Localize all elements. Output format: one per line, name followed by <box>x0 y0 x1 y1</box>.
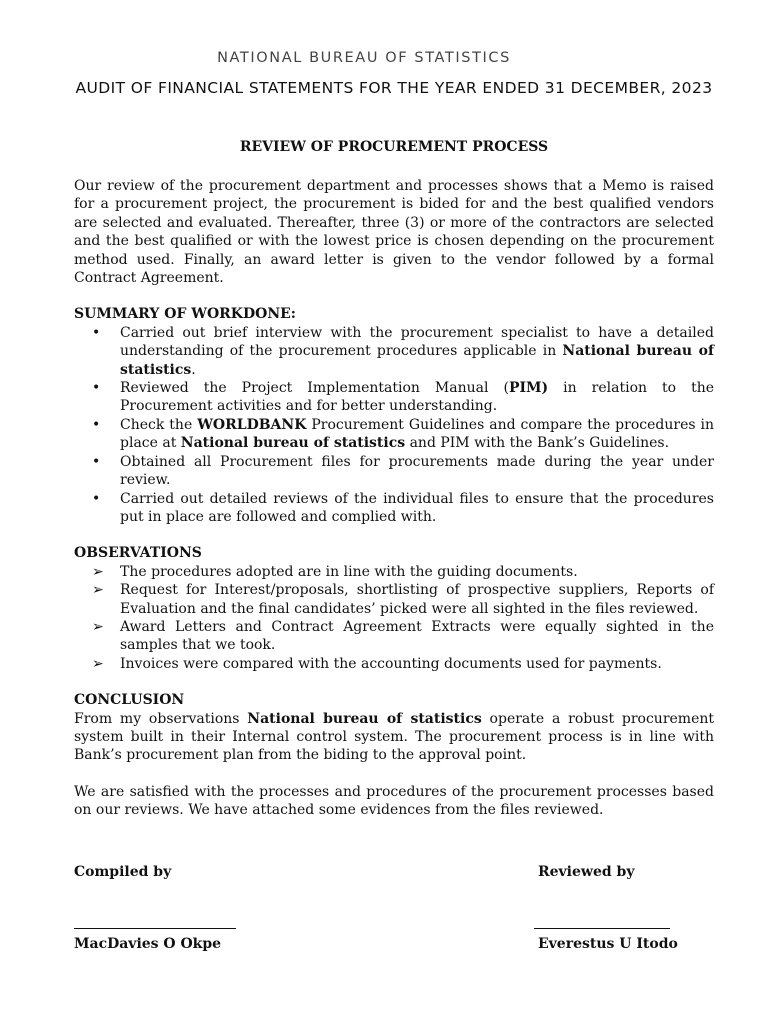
list-item: ➢ Invoices were compared with the accounting documents used for payments. <box>92 655 662 672</box>
list-item: • Check the WORLDBANK Procurement Guidelines and compare the procedures in place at National bureau of statistics and PIM with the Bank’s Guidelines. <box>92 416 714 452</box>
compiler-name: MacDavies O Okpe <box>74 936 222 952</box>
list-item: ➢ The procedures adopted are in line with the guiding documents. <box>92 563 578 580</box>
bullet-dot-icon: • <box>92 324 101 341</box>
list-item: • Carried out detailed reviews of the individual files to ensure that the procedures put in place are followed and complied with. <box>92 490 714 525</box>
bullet-dot-icon: • <box>92 490 101 507</box>
arrow-bullet-icon: ➢ <box>92 618 104 635</box>
list-item: ➢ Award Letters and Contract Agreement Extracts were equally sighted in the samples that we took. <box>92 618 714 654</box>
arrow-bullet-icon: ➢ <box>92 563 104 580</box>
summary-heading: SUMMARY OF WORKDONE: <box>74 306 296 323</box>
reviewer-name: Everestus U Itodo <box>538 936 678 952</box>
list-item: • Obtained all Procurement files for procurements made during the year under review. <box>92 453 714 489</box>
list-item: ➢ Request for Interest/proposals, shortlisting of prospective suppliers, Reports of Evaluation and the final candidates’ picked were all sighted in the files reviewed. <box>92 582 714 617</box>
reviewed-signature-line <box>534 928 670 929</box>
list-item: • Carried out brief interview with the procurement specialist to have a detailed understanding of the procurement procedures applicable in National bureau of statistics. <box>92 324 714 378</box>
section-title: REVIEW OF PROCUREMENT PROCESS <box>239 139 549 155</box>
observations-list <box>74 563 714 673</box>
arrow-bullet-icon: ➢ <box>92 655 104 672</box>
document-title: AUDIT OF FINANCIAL STATEMENTS FOR THE YEAR ENDED 31 DECEMBER, 2023 <box>75 79 713 97</box>
reviewed-by-label: Reviewed by <box>538 864 635 880</box>
closing-paragraph: We are satisfied with the processes and procedures of the procurement processes based on our reviews. We have attached some evidences from the files reviewed. <box>74 783 714 819</box>
conclusion-heading: CONCLUSION <box>74 692 185 709</box>
compiled-signature-line <box>74 928 236 929</box>
compiled-by-label: Compiled by <box>74 864 172 880</box>
summary-list <box>74 324 714 526</box>
observations-heading: OBSERVATIONS <box>74 545 202 562</box>
bullet-dot-icon: • <box>92 416 101 433</box>
organization-name: NATIONAL BUREAU OF STATISTICS <box>217 50 511 66</box>
document-body <box>74 177 714 820</box>
arrow-bullet-icon: ➢ <box>92 582 104 599</box>
list-item: • Reviewed the Project Implementation Manual (PIM) in relation to the Procurement activities and for better understanding. <box>92 380 714 415</box>
conclusion-paragraph: From my observations National bureau of statistics operate a robust procurement system built in their Internal control system. The procurement process is in line with Bank’s procurement plan from the biding to the approval point. <box>74 710 715 764</box>
intro-paragraph: Our review of the procurement department and processes shows that a Memo is raised for a procurement project, the procurement is bided for and the best qualified vendors are selected and evaluated. Thereafter, three (3) or more of the contractors are selected and the best qualified or with the lowest price is chosen depending on the procurement method used. Finally, an award letter is given to the vendor followed by a formal Contract Agreement. <box>74 178 714 287</box>
bullet-dot-icon: • <box>92 380 101 397</box>
bullet-dot-icon: • <box>92 453 101 470</box>
